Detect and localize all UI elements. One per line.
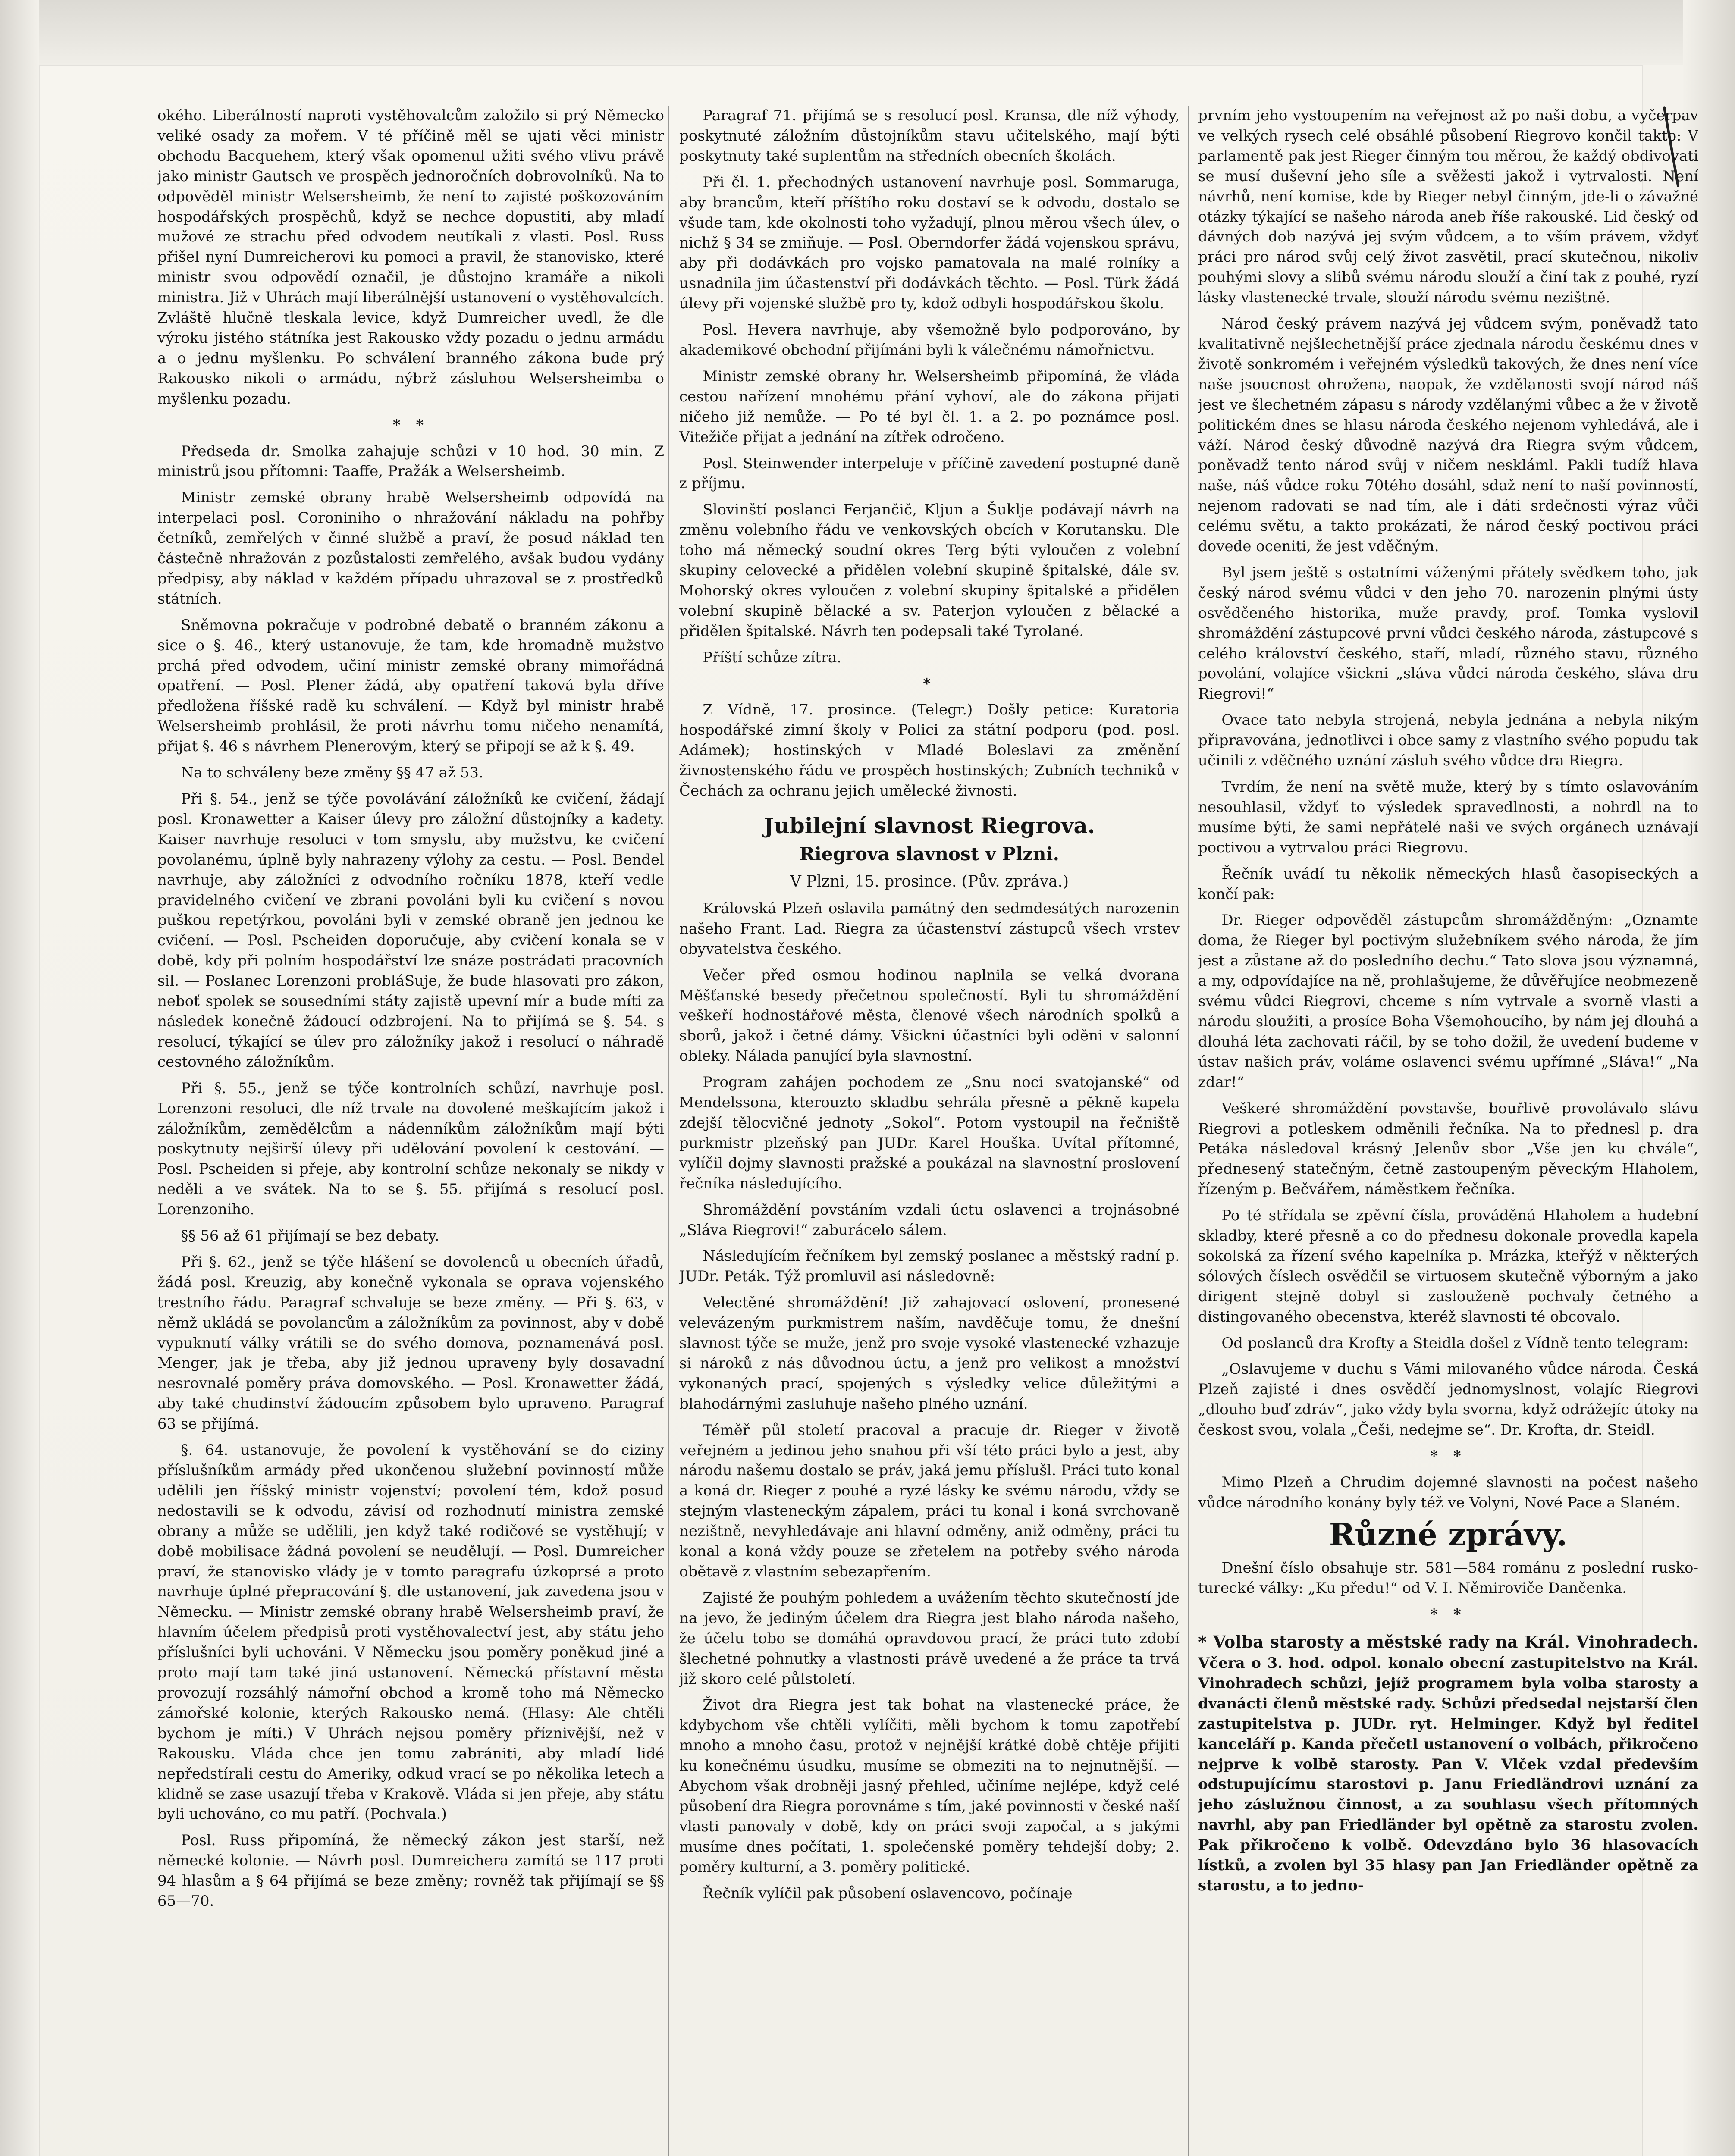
column-rule-left	[668, 106, 669, 2156]
right-paragraph-12: Mimo Plzeň a Chrudim dojemné slavnosti na počest našeho vůdce národního konány byly též ve Volyni, Nové Pace a Slaném.	[1198, 1474, 1698, 1511]
middle-paragraph-1: Paragraf 71. přijímá se s resolucí posl. Kransa, dle níž výhody, poskytnuté záložním důstojníkům stavu učitelského, mají býti poskytnuty také suplentům na středních obecních školách.	[679, 107, 1180, 165]
column-middle	[679, 106, 1180, 2156]
left-paragraph-1: okého. Liberálností naproti vystěhovalcům založilo si prý Německo veliké osady za mořem. V té příčině měl se ujati věci ministr obchodu Bacquehem, který však opomenul užiti svého vlivu právě jako ministr Gautsch ve prospěch jednoročních dobrovolníků. Na to odpověděl ministr Welsersheimb, že není to zajisté poškozováním hospodářských prospěchů, když se nechce dopustiti, aby mladí mužové ze strachu před odvodem neutíkali z vlasti. Posl. Russ přišel nyní Dumreicherovi ku pomoci a pravil, že stanovisko, které ministr svou odpovědí označil, je důstojno kramáře a nikoli ministra. Již v Uhrách mají liberálnější ustanovení o vystěhovalcích. Zvláště hlučně tleskala levice, když Dumreicher uvedl, že dle výroku jistého státníka jest Rakousko vždy pozadu o jednu armádu a o jednu myšlenku. Po schválení branného zákona bude prý Rakousko nikoli o armádu, nýbrž zásluhou Welsersheimba o myšlenku pozadu.	[157, 107, 664, 407]
rubric-separator: * *	[1430, 1605, 1466, 1623]
middle-paragraph-8: Z Vídně, 17. prosince. (Telegr.) Došly petice: Kuratoria hospodářské zimní školy v Polici za státní podporu (pod. posl. Adámek); hostinských v Mladé Boleslavi za změnění živnostenského řádu ve prospěch hostinských; Zubních techniků v Čechách za ochranu jejich umělecké živnosti.	[679, 701, 1180, 800]
column-rule-right	[1188, 106, 1189, 2156]
scan-left-edge	[0, 0, 39, 2156]
left-paragraph-4: Sněmovna pokračuje v podrobné debatě o branném zákonu a sice o §. 46., který ustanovuje, že tam, kde hromadně mužstvo prchá před odvodem, učiní ministr zemské obrany mimořádná opatření. — Posl. Plener žádá, aby opatření taková byla dříve předložena říšské radě ku schválení. — Když byl ministr hrabě Welsersheimb prohlásil, že proti návrhu tomu ničeho nenamítá, přijat §. 46 s návrhem Plenerovým, který se připojí se až k §. 49.	[157, 616, 664, 755]
left-paragraph-5: Na to schváleny beze změny §§ 47 až 53.	[181, 764, 483, 782]
middle-separator: *	[923, 675, 936, 693]
right-paragraph-9: Po té střídala se zpěvní čísla, prováděná Hlaholem a hudební skladby, které přesně a co do přednesu dokonale provedla kapela sokolská za řízení svého kapelníka p. Mrázka, kteřýž v některých sólových číslech osvědčil se virtuosem skutečně výborným a jako dirigent stejně dobyl si zaslouženě pochvaly četného a distingovaného obecenstva, kteréž slavnosti té obcovalo.	[1198, 1207, 1698, 1326]
column-right	[1198, 106, 1698, 2156]
middle-paragraph-5: Posl. Steinwender interpeluje v příčině zavedení postupné daně z příjmu.	[679, 454, 1180, 492]
left-paragraph-6: Při §. 54., jenž se týče povolávání záložníků ke cvičení, žádají posl. Kronawetter a Kaiser úlevy pro záložní důstojníky a kadety. Kaiser navrhuje resoluci v tom smyslu, aby mužstvu, ke cvičení povolanému, úplně byly nahrazeny výlohy za cestu. — Posl. Bendel navrhuje, aby záložníci z odvodního ročníku 1878, kteří vedle pravidelného cvičení ve zbrani povoláni byli ku cvičení s novou puškou repetýrkou, povoláni byli v zemské obraně jen jednou ke cvičení. — Posl. Pscheiden doporučuje, aby cvičení konala se v době, kdy při polním hospodářství lze snáze postrádati pracovních sil. — Poslanec Lorenzoni probláSuje, že bude hlasovati pro zákon, neboť spolek se sousedními státy zajistě upevní mír a bude míti za následek konečně žádoucí odzbrojení. Na to přijímá se §. 54. s resolucí, týkající se úlev pro záložníky jakož i resolucí o náhradě cestovného záložníkům.	[157, 790, 664, 1071]
left-paragraph-11: Posl. Russ připomíná, že německý zákon jest starší, než německé kolonie. — Návrh posl. Dumreichera zamítá se 117 proti 94 hlasům a § 64 přijímá se beze změny; rovněž tak přijímají se §§ 65—70.	[157, 1832, 664, 1910]
right-paragraph-2: Národ český právem nazývá jej vůdcem svým, poněvadž tato kvalitativně nejšlechetnější práce zjednala národu českému dnes v životě sonkromém i veřejném výsledků takových, že dnes není více naše jsoucnost ohrožena, naopak, že vzdělanosti svojí národ náš jest ve šlechetném zápasu s národy vzdělanými vůbec a že v životě politickém dnes se hlasu národa českého nejenom vyhledává, ale i váží. Národ český důvodně nazývá dra Riegra svým vůdcem, poněvadž tento národ svůj v ničem neskláml. Pakli tudíž hlava naše, náš vůdce roku 70tého dosáhl, sdaž není to naší povinností, nejenom radovati se nad tím, ale i dáti srdečnosti výraz vůči celému světu, a takto prokázati, že národ český poctivou práci dovede oceniti, že jest vděčným.	[1198, 315, 1698, 555]
middle-paragraph-3: Posl. Hevera navrhuje, aby všemožně bylo podporováno, by akademikové obchodní přijímáni byli k válečnému námořnictvu.	[679, 321, 1180, 359]
right-paragraph-8: Veškeré shromáždění povstavše, bouřlivě provolávalo slávu Riegrovi a potleskem odměnili řečníka. Na to přednesl p. dra Petáka následoval krásný Jelenův sbor „Vše jen ku chvále“, přednesený statečným, četně zastoupeným pěveckým Hlaholem, řízeným p. Bečvářem, náměstkem řečníka.	[1198, 1100, 1698, 1198]
article-paragraph-2: Večer před osmou hodinou naplnila se velká dvorana Měšťanské besedy přečetnou společností. Byli tu shromáždění veškeří hodnostářové města, členové všech národních spolků a sborů, jakož i četné dámy. Všickni účastníci byli oděni v salonní obleky. Nálada panující byla slavnostní.	[679, 966, 1180, 1065]
article-paragraph-9: Život dra Riegra jest tak bohat na vlastenecké práce, že kdybychom vše chtěli vylíčiti, měli bychom k tomu zapotřebí mnoho a mnoho času, protož v nejnější krátké době chtěje přijiti ku konečnému úsudku, musíme se obmeziti na to nejnutnější. — Abychom však drobněji jasný přehled, učiníme nejlépe, když celé působení dra Riegra porovnáme s tím, jaké povinnosti v české naší vlasti panovaly v době, kdy on práci svoji započal, a s jakými musíme dnes počítati, 1. společenské poměry tehdejší doby; 2. poměry kulturní, a 3. poměry politické.	[679, 1696, 1180, 1876]
news-item	[1198, 1631, 1698, 1896]
left-paragraph-7: Při §. 55., jenž se týče kontrolních schůzí, navrhuje posl. Lorenzoni resoluci, dle níž trvale na dovolené meškajícím jakož i záložníkům, zemědělcům a nádenníkům záložníkům mají býti poskytnuty nejširší úlevy při udělování povolení k cestování. — Posl. Pscheiden si přeje, aby kontrolní schůze nekonaly se nikdy v neděli a ve svátek. Na to se §. 55. přijímá s resolucí posl. Lorenzoniho.	[157, 1079, 664, 1219]
article-paragraph-10: Řečník vylíčil pak působení oslavencovo, počínaje	[703, 1884, 1073, 1902]
article-paragraph-7: Téměř půl století pracoval a pracuje dr. Rieger v životě veřejném a jedinou jeho snahou při vší této práci bylo a jest, aby národu našemu dostalo se práv, jaká jemu příslušl. Práci tuto konal a koná dr. Rieger z pouhé a ryzé lásky ke svému národu, vždy se stejným vlasteneckým zápalem, práci tu konal i koná svrchovaně nezištně, nevyhledávaje ani hlavní odměny, aniž odměny, práci tu konal a koná vždy pouze se zřetelem na potřeby svého národa obětavě z vlastním sebezapřením.	[679, 1421, 1180, 1580]
article-paragraph-3: Program zahájen pochodem ze „Snu noci svatojanské“ od Mendelssona, kterouzto skladbu sehrála přesně a pěkně kapela zdejší tělocvičné jednoty „Sokol“. Potom vystoupil na řečniště purkmistr plzeňský pan JUDr. Karel Houška. Uvítal přítomné, vylíčil dojmy slavnosti pražské a poukázal na slavnostní proslovení řečníka následujícího.	[679, 1074, 1180, 1192]
right-paragraph-7: Dr. Rieger odpověděl zástupcům shromážděným: „Oznamte doma, že Rieger byl poctivým služebníkem svého národa, že jím jest a zůstane až do posledního dechu.“ Tato slova jsou významná, a my, odpovídajíce na ně, prohlašujeme, že důvěřujíce neobmezeně svému vůdci Riegrovi, chceme s ním vytrvale a svorně vlasti a národu sloužiti, a prosíce Boha Všemohoucího, by nám jej dlouhá a dlouhá léta zachovati ráčil, by se toho dožil, že uvedení budeme v ústav našich práv, voláme oslavenci svému upřímné „Sláva!“ „Na zdar!“	[1198, 912, 1698, 1091]
column-left	[157, 106, 664, 2156]
article-paragraph-4: Shromáždění povstáním vzdali úctu oslavenci a trojnásobné „Sláva Riegrovi!“ zaburácelo sálem.	[679, 1201, 1180, 1239]
article-title: Jubilejní slavnost Riegrova.	[763, 813, 1095, 838]
news-item-title: * Volba starosty a městské rady na Král. Vinohradech.	[1198, 1632, 1698, 1651]
middle-paragraph-6: Slovinští poslanci Ferjančič, Kljun a Šuklje podávají návrh na změnu volebního řádu ve venkovských obcích v Korutansku. Dle toho má německý soudní okres Terg býti vyloučen z volební skupiny celovecké a přidělen volební skupině špitalské, dále sv. Mohorský okres vyloučen z volební skupiny špitalské a přidělen volební skupině bělacké a sv. Paterjon vyloučen z bělacké a přidělen špitalské. Návrh ten podepsali také Tyrolané.	[679, 501, 1180, 640]
article-paragraph-1: Královská Plzeň oslavila památný den sedmdesátých narozenin našeho Frant. Lad. Riegra za účastenství zástupců všech vrstev obyvatelstva českého.	[679, 899, 1180, 958]
right-separator: * *	[1430, 1448, 1466, 1465]
article-subtitle: Riegrova slavnost v Plzni.	[799, 843, 1060, 865]
middle-paragraph-4: Ministr zemské obrany hr. Welsersheimb připomíná, že vláda cestou nařízení mnohému přání vyhoví, ale do zákona přijati ničeho již nemůže. — Po té byl čl. 1. a 2. po poznámce posl. Vitežiče přijat a jednání na zítřek odročeno.	[679, 367, 1180, 446]
right-paragraph-3: Byl jsem ještě s ostatními váženými přátely svědkem toho, jak český národ svému vůdci v den jeho 70. narozenin plnými ústy osvědčeného historika, muže pravdy, prof. Tomka vyslovil shromáždění zástupcové první vůdci českého národa, zástupcové s celého království českého, staří, mladí, různého stavu, různého povolání, volajíce všickni „sláva vůdci národa českého, sláva dru Riegrovi!“	[1198, 564, 1698, 703]
middle-paragraph-2: Při čl. 1. přechodných ustanovení navrhuje posl. Sommaruga, aby brancům, kteří příštího roku dostaví se k odvodu, dostalo se všude tam, kde okolnosti toho vyžadují, plnou měrou všech úlev, o nichž § 34 se zmiňuje. — Posl. Oberndorfer žádá vojenskou správu, aby při dodávkách pro vojsko pamatovala na malé rolníky a usnadnila jim účastenství při dodávkách těchto. — Posl. Türk žádá úlevy při vojenské službě pro ty, kdož odbyli hospodářskou školu.	[679, 173, 1180, 313]
right-paragraph-11: „Oslavujeme v duchu s Vámi milovaného vůdce národa. Česká Plzeň zajisté i dnes osvědčí jednomyslnost, volajíc Riegrovi „dlouho buď zdráv“, jako vždy byla svorna, když odrážejíc útoky na českost svou, volala „Češi, nedejme se“. Dr. Krofta, dr. Steidl.	[1198, 1360, 1698, 1439]
article-paragraph-5: Následujícím řečníkem byl zemský poslanec a městský radní p. JUDr. Peták. Týž promluvil asi následovně:	[679, 1247, 1180, 1285]
middle-paragraph-7: Příští schůze zítra.	[703, 649, 842, 666]
left-paragraph-2: Předseda dr. Smolka zahajuje schůzi v 10 hod. 30 min. Z ministrů jsou přítomni: Taaffe, Pražák a Welsersheimb.	[157, 442, 664, 480]
right-paragraph-1: prvním jeho vystoupením na veřejnost až po naši dobu, a vyčerpav ve velkých rysech celé obsáhlé působení Riegrovo končil takto: V parlamentě pak jest Rieger činným tou měrou, že každý obdivovati se musí duševní jeho síle a svěžesti jakož i vytrvalosti. Není návrhů, není komise, kde by Rieger nebyl činným, jde-li o závažné otázky týkající se našeho národa aneb říše rakouské. Lid český od dávných dob nazývá jej svým vůdcem, a to vším právem, vždyť práci pro národ svůj celý život zasvětil, prací skutečnou, nikoliv pouhými slovy a slibů svému národu slouží a činí tak z pouhé, ryzí lásky vlastenecké trvale, slouží národu svému nezištně.	[1198, 107, 1698, 307]
right-paragraph-10: Od poslanců dra Krofty a Steidla došel z Vídně tento telegram:	[1221, 1334, 1689, 1352]
article-paragraph-6: Velectěné shromáždění! Již zahajovací oslovení, pronesené velevázeným purkmistrem naším, navděčuje tomu, že dnešní slavnost týče se muže, jenž pro svoje vysoké vlastenecké vzhazuje si nároků z nás důvodnou úctu, a jenž pro velikost a množství vykonaných prací, spojených s výsledky velice důležitými a blahodárnými zasluhuje našeho plného uznání.	[679, 1294, 1180, 1413]
left-paragraph-9: Při §. 62., jenž se týče hlášení se dovolenců u obecních úřadů, žádá posl. Kreuzig, aby konečně vykonala se oprava vojenského trestního řádu. Paragraf schvaluje se beze změny. — Při §. 63, v němž ukládá se povolancům a záložníkům za povinnost, aby v době vypuknutí války vrátili se do svého domova, poznamenává posl. Menger, jak je třeba, aby již jednou upraveny byly dosavadní nesrovnalé poměry práva domovského. — Posl. Kronawetter žádá, aby také chudinství žádoucím způsobem bylo upraveno. Paragraf 63 se přijímá.	[157, 1253, 664, 1433]
right-paragraph-4: Ovace tato nebyla strojená, nebyla jednána a nebyla nikým připravována, jednotlivci i obce samy z vlastního svého popudu tak učinili z vděčného uznání zásluh svého vůdce dra Riegra.	[1198, 711, 1698, 770]
left-paragraph-8: §§ 56 až 61 přijímají se bez debaty.	[181, 1227, 439, 1245]
left-paragraph-3: Ministr zemské obrany hrabě Welsersheimb odpovídá na interpelaci posl. Coroniniho o nhražování nákladu na pohřby četníků, zemřelých v činné službě a praví, že posud náklad ten částečně nhražován z pozůstalosti zemřelého, avšak budou vydány předpisy, aby náklad v každém případu uhrazoval se z prostředků státních.	[157, 489, 664, 608]
scan-top-edge	[0, 0, 1735, 65]
article-dateline: V Plzni, 15. prosince. (Pův. zpráva.)	[790, 873, 1069, 891]
rubric-paragraph-1: Dnešní číslo obsahuje str. 581—584 románu z poslední rusko-turecké války: „Ku předu!“ od V. I. Němiroviče Dančenka.	[1198, 1559, 1698, 1597]
article-paragraph-8: Zajisté že pouhým pohledem a uvážením těchto skutečností jde na jevo, že jediným účelem dra Riegra jest blaho národa našeho, že účelu tobo se domáhá opravdovou prací, že práci tuto zdobí šlechetné pohnutky a vlastnosti právě uvedené a že práce ta trvá již skoro celé půlstoletí.	[679, 1589, 1180, 1688]
section-separator: * *	[392, 416, 429, 434]
right-paragraph-5: Tvrdím, že není na světě muže, který by s tímto oslavováním nesouhlasil, vždyť to výsledek spravedlnosti, a nohrdl na to musíme býti, že sami nepřátelé naši ve svých orgánech uznávají poctivou a vytrvalou práci Riegrovu.	[1198, 778, 1698, 856]
news-rubric: Různé zprávy.	[1329, 1516, 1568, 1553]
left-paragraph-10: §. 64. ustanovuje, že povolení k vystěhování se do ciziny příslušníkům armády před ukončenou služební povinností může udělili jen říšský ministr vojenství; povolení tém, kdož posud nedostavili se k odvodu, závisí od rozhodnutí ministra zemské obrany a může se udělili, jen když také rodičové se vystěhují; v době mobilisace žádná povolení se neudělují. — Posl. Dumreicher praví, že stanovisko vlády je v tomto paragrafu úzkoprsé a proto navrhuje úplné přepracování §. dle ustanovení, jak zavedena jsou v Německu. — Ministr zemské obrany hrabě Welsersheimb praví, že hlavním účelem předpisů proti vystěhovalectví jest, aby státu jeho příslušníci byli uchováni. V Německu jsou poměry poněkud jiné a proto mají tam také jiná ustanovení. Německá přístavní města provozují rozsáhlý námořní obchod a kromě toho má Německo zámořské kolonie, kterých Rakousko nemá. (Hlasy: Ale chtěli bychom je míti.) V Uhrách nejsou poměry příznivější, než v Rakousku. Vláda chce jen tomu zabrániti, aby mladí lidé nepředstírali cestu do Ameriky, odkud vrací se po několika letech a klidně se zase usazují třeba v Krakově. Vláda si jen přeje, aby státu byli uchováno, co mu patří. (Pochvala.)	[157, 1442, 664, 1823]
news-item-text: Včera o 3. hod. odpol. konalo obecní zastupitelstvo na Král. Vinohradech schůzi, jejíž programem byla volba starosty a dvanácti členů městské rady. Schůzi předsedal nejstarší člen zastupitelstva p. JUDr. ryt. Helminger. Když byl ředitel kanceláří p. Kanda přečetl ustanovení o volbách, přikročeno nejprve k volbě starosty. Pan V. Vlček vzdal především odstupujícímu starostovi p. Janu Friedländrovi uznání za jeho záslužnou činnost, a za souhlasu všech přítomných navrhl, aby pan Friedländer byl opětně za starostu zvolen. Pak přikročeno k volbě. Odevzdáno bylo 36 hlasovacích lístků, a zvolen byl 35 hlasy pan Jan Friedländer opětně za starostu, a to jedno-	[1198, 1654, 1698, 1894]
right-paragraph-6: Řečník uvádí tu několik německých hlasů časopiseckých a končí pak:	[1198, 865, 1698, 903]
